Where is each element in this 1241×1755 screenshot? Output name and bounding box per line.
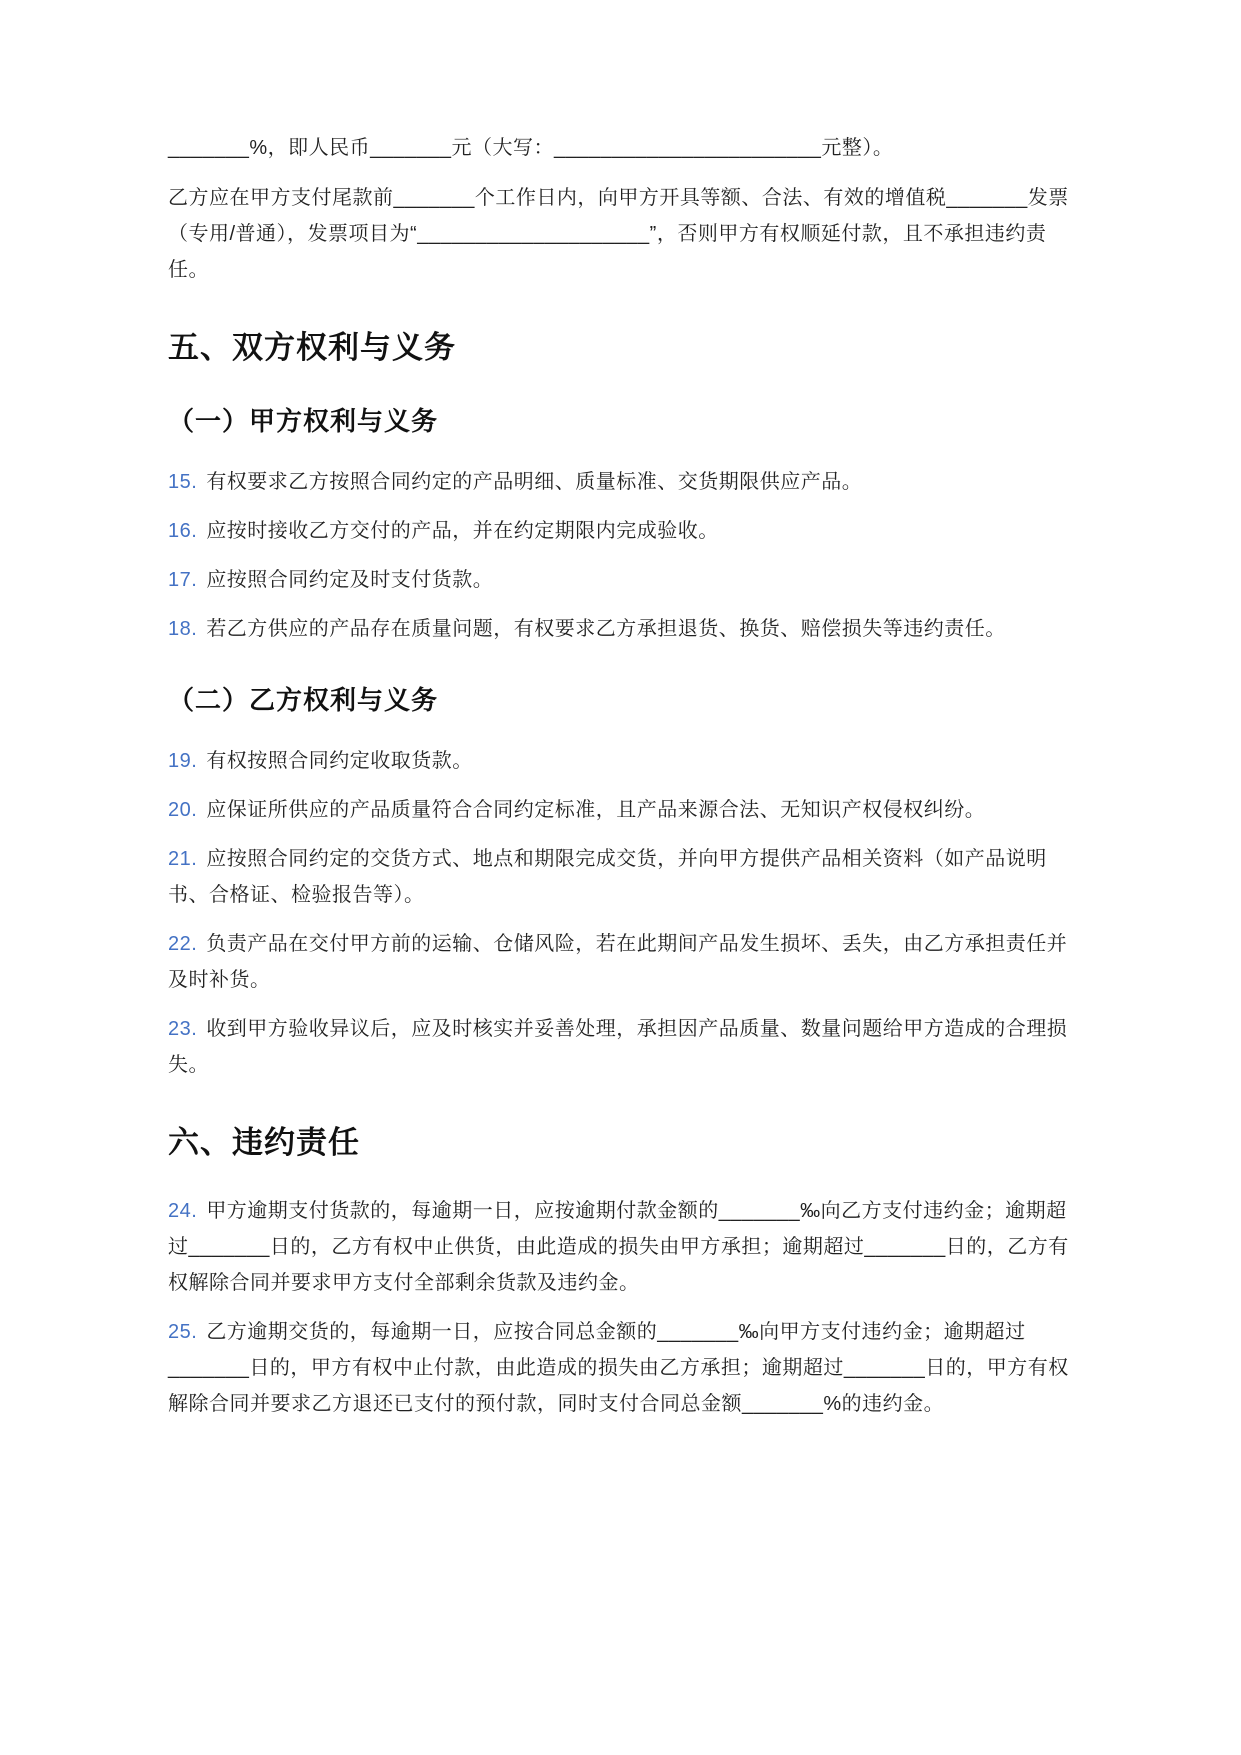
list-item-number: 21. xyxy=(168,848,198,870)
list-item-text: 收到甲方验收异议后，应及时核实并妥善处理，承担因产品质量、数量问题给甲方造成的合理损失。 xyxy=(168,1018,1068,1076)
list-item-text: 有权按照合同约定收取货款。 xyxy=(206,750,473,772)
list-item-text: 有权要求乙方按照合同约定的产品明细、质量标准、交货期限供应产品。 xyxy=(206,471,863,493)
list-item-number: 15. xyxy=(168,471,198,493)
list-item xyxy=(168,926,1073,998)
list-item xyxy=(168,611,1073,647)
list-item xyxy=(168,513,1073,549)
list-item-number: 19. xyxy=(168,750,198,772)
list-item-number: 16. xyxy=(168,520,198,542)
list-item xyxy=(168,1193,1073,1301)
list-item xyxy=(168,743,1073,779)
list-item-text: 负责产品在交付甲方前的运输、仓储风险，若在此期间产品发生损坏、丢失，由乙方承担责任并及时补货。 xyxy=(168,933,1068,991)
list-item-text: 甲方逾期支付货款的，每逾期一日，应按逾期付款金额的_______‰向乙方支付违约金；逾期超过_______日的，乙方有权中止供货，由此造成的损失由甲方承担；逾期超过_______日的，乙方有权解除合同并要求甲方支付全部剩余货款及违约金。 xyxy=(168,1200,1069,1294)
paragraph: 乙方应在甲方支付尾款前_______个工作日内，向甲方开具等额、合法、有效的增值税_______发票（专用/普通），发票项目为“____________________”，否则甲方有权顺延付款，且不承担违约责任。 xyxy=(168,187,1069,281)
subsection-heading: （一）甲方权利与义务 xyxy=(168,406,439,436)
paragraph: _______%，即人民币_______元（大写：_______________________元整）。 xyxy=(168,137,894,159)
list-item-text: 应保证所供应的产品质量符合合同约定标准，且产品来源合法、无知识产权侵权纠纷。 xyxy=(206,799,986,821)
list-item-number: 22. xyxy=(168,933,198,955)
list-item-text: 若乙方供应的产品存在质量问题，有权要求乙方承担退货、换货、赔偿损失等违约责任。 xyxy=(206,618,1006,640)
list-item-number: 24. xyxy=(168,1200,198,1222)
list-item-number: 20. xyxy=(168,799,198,821)
list-item-text: 应按照合同约定的交货方式、地点和期限完成交货，并向甲方提供产品相关资料（如产品说明书、合格证、检验报告等）。 xyxy=(168,848,1047,906)
list-item-number: 17. xyxy=(168,569,198,591)
list-item xyxy=(168,1011,1073,1083)
list-item-number: 25. xyxy=(168,1321,198,1343)
list-item-text: 乙方逾期交货的，每逾期一日，应按合同总金额的_______‰向甲方支付违约金；逾期超过_______日的，甲方有权中止付款，由此造成的损失由乙方承担；逾期超过_______日的，甲方有权解除合同并要求乙方退还已支付的预付款，同时支付合同总金额_______%的违约金。 xyxy=(168,1321,1069,1415)
list-item-text: 应按照合同约定及时支付货款。 xyxy=(206,569,494,591)
list-item-text: 应按时接收乙方交付的产品，并在约定期限内完成验收。 xyxy=(206,520,719,542)
list-item xyxy=(168,841,1073,913)
list-item-number: 18. xyxy=(168,618,198,640)
list-item xyxy=(168,562,1073,598)
section-heading: 六、违约责任 xyxy=(168,1125,360,1160)
list-item xyxy=(168,1314,1073,1422)
subsection-heading: （二）乙方权利与义务 xyxy=(168,685,439,715)
list-item xyxy=(168,464,1073,500)
list-item xyxy=(168,792,1073,828)
section-heading: 五、双方权利与义务 xyxy=(168,330,456,365)
list-item-number: 23. xyxy=(168,1018,198,1040)
